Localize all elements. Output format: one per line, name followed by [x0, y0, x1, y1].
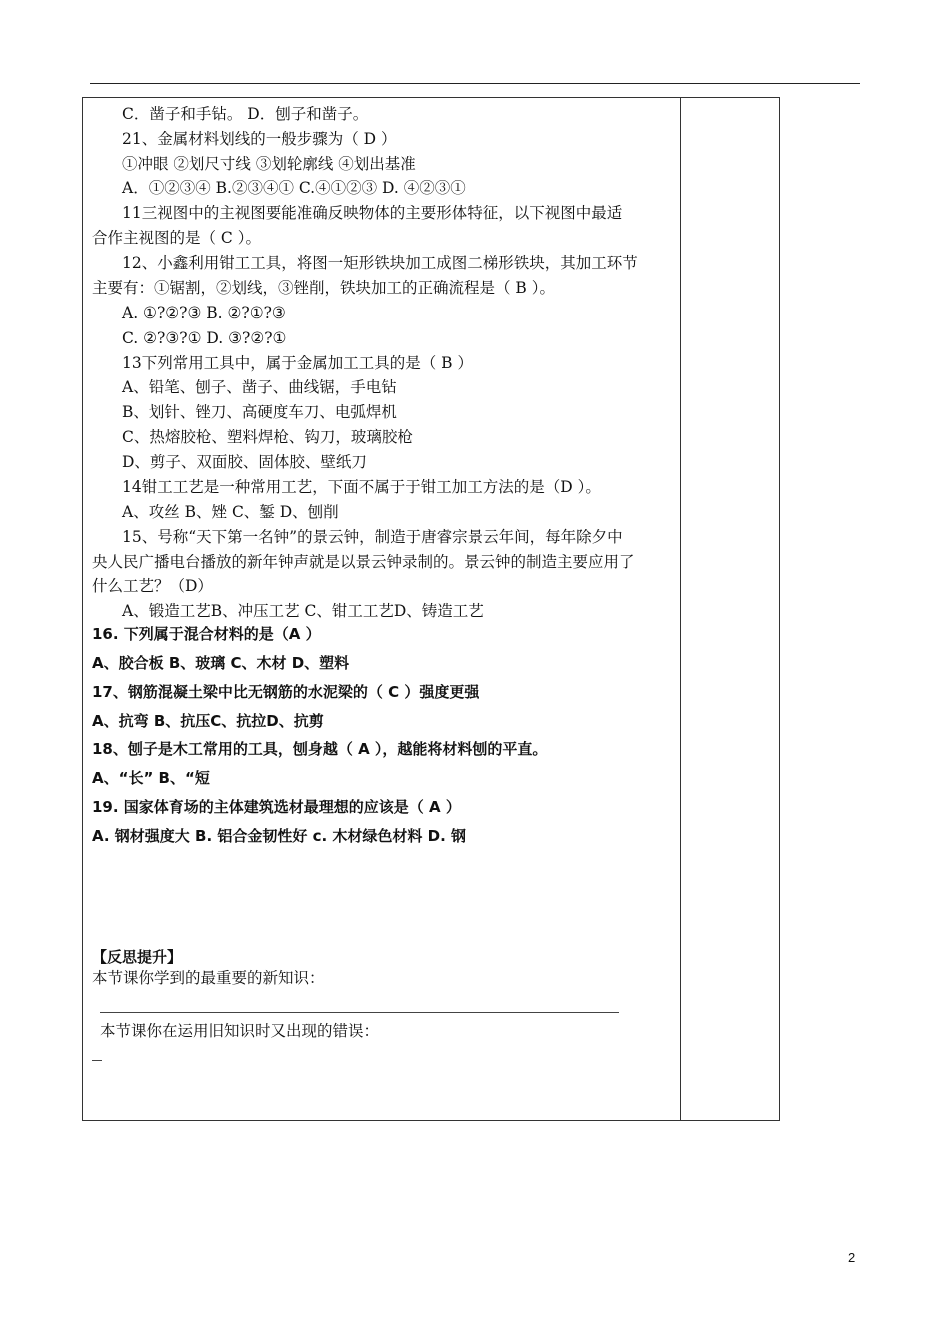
question-line: 央人民广播电台播放的新年钟声就是以景云钟录制的。景云钟的制造主要应用了 [92, 553, 635, 571]
reflection-prompt: 本节课你在运用旧知识时又出现的错误： [100, 1022, 380, 1040]
header-rule [90, 83, 860, 84]
question-line: D、剪子、双面胶、固体胶、壁纸刀 [122, 453, 367, 471]
question-line: A、铅笔、刨子、凿子、曲线锯，手电钻 [122, 378, 397, 396]
question-line: 19. 国家体育场的主体建筑选材最理想的应该是（ A ） [92, 798, 461, 816]
question-line: 合作主视图的是（ C ）。 [92, 229, 261, 247]
question-line: C、热熔胶枪、塑料焊枪、钩刀，玻璃胶枪 [122, 428, 413, 446]
question-line: A、胶合板 B、玻璃 C、木材 D、塑料 [92, 654, 350, 672]
question-line: ①冲眼 ②划尺寸线 ③划轮廓线 ④划出基准 [122, 155, 416, 173]
question-line: C. ②?③?① D. ③?②?① [122, 329, 287, 347]
column-divider [680, 98, 681, 1120]
question-line: 18、刨子是木工常用的工具，刨身越（ A ），越能将材料刨的平直。 [92, 740, 548, 758]
question-line: 16. 下列属于混合材料的是（A ） [92, 625, 321, 643]
page-number: 2 [848, 1250, 856, 1265]
question-line: 什么工艺？（D） [92, 577, 213, 595]
question-line: 15、号称“天下第一名钟”的景云钟，制造于唐睿宗景云年间，每年除夕中 [122, 528, 623, 546]
question-line: 12、小鑫利用钳工工具，将图一矩形铁块加工成图二梯形铁块，其加工环节 [122, 254, 638, 272]
reflection-prompt: 本节课你学到的最重要的新知识： [92, 969, 325, 987]
question-line: A．①②③④ B.②③④① C.④①②③ D. ④②③① [122, 179, 466, 197]
answer-line [100, 1012, 619, 1013]
question-line: B、划针、锉刀、高硬度车刀、电弧焊机 [122, 403, 397, 421]
question-line: A、“长” B、“短 [92, 769, 210, 787]
question-line: A. ①?②?③ B. ②?①?③ [122, 304, 286, 322]
question-line: 11三视图中的主视图要能准确反映物体的主要形体特征，以下视图中最适 [122, 204, 623, 222]
question-line: C．凿子和手钻。 D．刨子和凿子。 [122, 105, 369, 123]
question-line: 21、金属材料划线的一般步骤为（ D ） [122, 130, 397, 148]
question-line: 13下列常用工具中，属于金属加工工具的是（ B ） [122, 354, 473, 372]
question-line: A、锻造工艺B、冲压工艺 C、钳工工艺D、铸造工艺 [122, 602, 484, 620]
answer-mark [92, 1060, 102, 1061]
worksheet-table [82, 97, 780, 1121]
question-line: 14钳工工艺是一种常用工艺，下面不属于于钳工加工方法的是（D ）。 [122, 478, 601, 496]
question-line: A、攻丝 B、矬 C、錾 D、刨削 [122, 503, 339, 521]
question-line: A. 钢材强度大 B. 铝合金韧性好 c. 木材绿色材料 D. 钢 [92, 827, 467, 845]
question-line: 主要有：①锯割，②划线，③锉削，铁块加工的正确流程是（ B ）。 [92, 279, 555, 297]
reflection-heading: 【反思提升】 [92, 948, 183, 966]
question-line: A、抗弯 B、抗压C、抗拉D、抗剪 [92, 712, 324, 730]
question-line: 17、钢筋混凝土梁中比无钢筋的水泥梁的（ C ）强度更强 [92, 683, 480, 701]
